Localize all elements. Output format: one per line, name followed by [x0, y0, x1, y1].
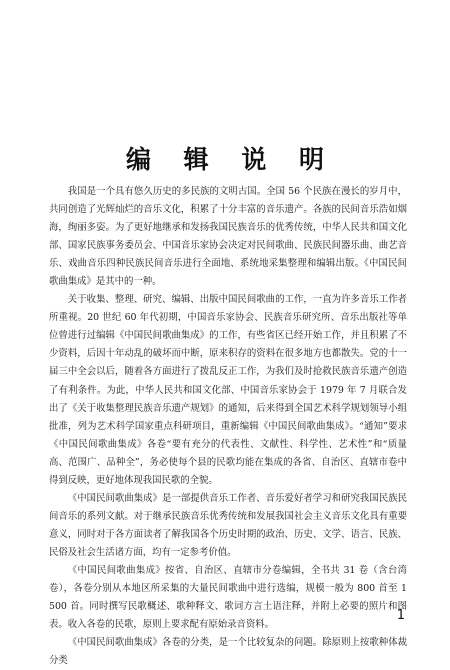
paragraph: 《中国民间歌曲集成》按省、自治区、直辖市分卷编辑，全书共 31 卷（含台湾卷），各卷分别从本地区所采集的大量民间歌曲中进行选编，规模一般为 800 首至 1 500 首。同时撰写民歌概述、歌种释文、歌词方言土语注释，并附上必要的照片和图表。收入各卷的民歌，原则上要求配有原始录音资料。	[49, 564, 407, 631]
paragraph: 我国是一个具有悠久历史的多民族的文明古国。全国 56 个民族在漫长的岁月中，共同创造了光辉灿烂的音乐文化，积累了十分丰富的音乐遗产。各族的民间音乐浩如烟海，绚丽多姿。为了更好地继承和发扬我国民族音乐的优秀传统，中华人民共和国文化部、国家民族事务委员会、中国音乐家协会决定对民间歌曲、民族民间器乐曲、曲艺音乐、戏曲音乐四种民族民间音乐进行全面地、系统地采集整理和编辑出版。《中国民间歌曲集成》是其中的一种。	[49, 186, 407, 288]
paragraph: 《中国民间歌曲集成》各卷的分类，是一个比较复杂的问题。除原则上按歌种体裁分类	[49, 637, 407, 667]
page-title: 编 辑 说 明	[125, 145, 337, 174]
paragraph: 《中国民间歌曲集成》是一部提供音乐工作者、音乐爱好者学习和研究我国民族民间音乐的系列文献。对于继承民族音乐优秀传统和发展我国社会主义音乐文化具有重要意义，同时对于各方面读者了解我国各个历史时期的政治、历史、文学、语言、民族、民俗及社会生活诸方面，均有一定参考价值。	[49, 492, 407, 558]
page-number: 1	[396, 608, 405, 623]
paragraph: 关于收集、整理、研究、编辑、出版中国民间歌曲的工作，一直为许多音乐工作者所重视。20 世纪 60 年代初期，中国音乐家协会、民族音乐研究所、音乐出版社等单位曾进行过编辑《中国民间歌曲集成》的工作，有些省区已经开始工作，并且积累了不少资料，后因十年动乱的破坏而中断，原来积存的资料在很多地方也都散失。党的十一届三中全会以后，随着各方面进行了拨乱反正工作，为我们及时抢救民族音乐遗产创造了有利条件。为此，中华人民共和国文化部、中国音乐家协会于 1979 年 7 月联合发出了《关于收集整理民族音乐遗产规划》的通知，后来得到全国艺术科学规划领导小组批准，列为艺术科学国家重点科研项目，重新编辑《中国民间歌曲集成》。“通知”要求《中国民间歌曲集成》各卷“要有充分的代表性、文献性、科学性、艺术性”和“质量高、范围广、品种全”，务必使每个县的民歌均能在集成的各省、自治区、直辖市卷中得到反映，更好地体现我国民歌的全貌。	[49, 294, 407, 486]
body-text	[49, 183, 407, 670]
